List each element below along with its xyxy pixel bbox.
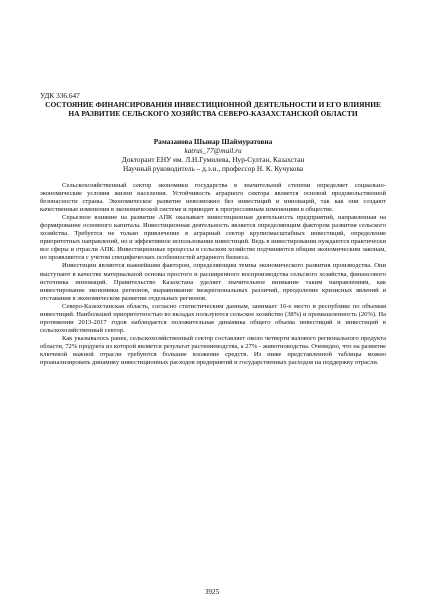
paragraph: Серьезное влияние на развитие АПК оказывает инвестиционная деятельность предприятий, направленная на формирование основного капитала. Инвестиционная деятельность является определяющим фактором развития сельского хозяйства. Требуется не только привлечение в аграрный сектор крупномасштабных инвестиций, определение приоритетных направлений, но и эффективное использование инвестиций. Ведь в инвестировании нуждаются практически все сферы и отрасли АПК. Инвестиционные процессы в сельском хозяйстве подчиняются общим экономическим законам, но проявляются с учетом специфических особенностей аграрного бизнеса.	[40, 214, 386, 262]
body-text	[40, 182, 386, 367]
paragraph: Северо-Казахстанская область, согласно статистическим данным, занимает 16-е место в республике по объемам инвестиций. Наибольшей приоритетностью во вкладах пользуются сельское хозяйство (38%) и промышленность (26%). На протяжении 2013-2017 годов наблюдается положительная динамика общего объема инвестиций и инвестиций в сельскохозяйственный сектор.	[40, 302, 386, 334]
author-name: Рамазанова Шынар Шаймуратовна	[153, 137, 273, 146]
paragraph: Как указывалось ранее, сельскохозяйственный сектор составляет около четверти валового регионального продукта области, 72% продукта из которой является результат растениеводства, а 27% - животноводства. Очевидно, что на развитие ключевой важной отрасли требуются большие вложение средств. Из ниже представленной таблицы можно проанализировать динамику инвестиционных расходов предприятий и государственных расходов на поддержку отрасли.	[40, 334, 386, 367]
author-block	[40, 138, 386, 174]
author-position: Докторант ЕНУ им. Л.Н.Гумилева, Нур-Султан, Казахстан	[121, 154, 305, 164]
page-number: 3925	[204, 588, 220, 596]
author-email: katrus_77@mail.ru	[184, 145, 242, 155]
scientific-supervisor: Научный руководитель – д.э.н., профессор Н. К. Кучукова	[122, 163, 304, 173]
paragraph: Сельскохозяйственный сектор экономики государства в значительной степени определяет социально-экономические условия жизни населения. Устойчивость аграрного сектора является основой продовольственной безопасности страны. Экономическое развитие невозможно без инвестиций и инноваций, так как они создают качественные изменения в экономической системе и приводят к прогрессивным изменениям в обществе.	[40, 182, 386, 214]
paragraph: Инвестиции являются важнейшим фактором, определяющим темпы экономического развития производства. Они выступают в качестве материальной основы простого и расширенного воспроизводства сельского хозяйства, финансового источника инноваций. Правительство Казахстана уделяет значительное внимание таким направлениям, как инвестирование экономики регионов, выравнивание межрегиональных различий, преодоление кризисных явлений и отставания в экономическом развитии отдельных регионов.	[40, 262, 386, 302]
paper-title: СОСТОЯНИЕ ФИНАНСИРОВАНИЯ ИНВЕСТИЦИОННОЙ ДЕЯТЕЛЬНОСТИ И ЕГО ВЛИЯНИЕ НА РАЗВИТИЕ СЕЛЬСКОГО ХОЗЯЙСТВА СЕВЕРО-КАЗАХСТАНСКОЙ ОБЛАСТИ	[45, 100, 381, 119]
udk-code: УДК 336.647	[40, 91, 80, 100]
